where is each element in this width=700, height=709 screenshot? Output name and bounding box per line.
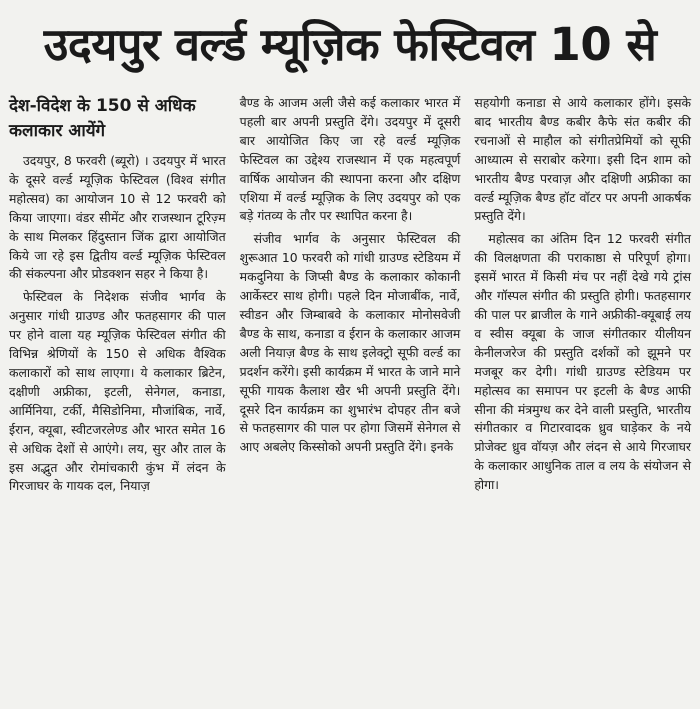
paragraph: फेस्टिवल के निदेशक संजीव भार्गव के अनुसार गांधी ग्राउण्ड और फतहसागर की पाल पर होने वाला यह म्यूज़िक फेस्टिवल संगीत की विभिन्न श्रेणियों के 150 से अधिक वैश्विक कलाकारों को साथ लाएगा। ये कलाकार ब्रिटेन, दक्षीणी अफ्रीका, इटली, सेनेगल, कनाडा, आर्मिनिया, टर्की, मैसिडोनिमा, मौजांबिक, नार्वे, ईरान, क्यूबा, स्वीटजरलेण्ड और भारत समेत 16 से अधिक देशों से आएंगे। लय, सुर और ताल के इस अद्भुत और रोमांचकारी कुंभ में लंदन के गिरजाघर के गायक दल, नियाज़ <box>9 289 226 494</box>
column-3 <box>474 94 691 496</box>
paragraph: सहयोगी कनाडा से आये कलाकार होंगे। इसके बाद भारतीय बैण्ड कबीर कैफे संत कबीर की रचनाओं से माहौल को संगीतप्रेमियों को सूफी आध्यात्म से सराबोर करेगा। इसी दिन शाम को भारतीय बैण्ड परवाज़ और दक्षिणी अफ्रीका का वर्ल्ड म्यूज़िक बैण्ड हॉट वॉटर पर अपनी आकर्षक प्रस्तुति देंगे। <box>474 95 691 224</box>
headline: उदयपुर वर्ल्ड म्यूज़िक फेस्टिवल 10 से <box>43 18 657 71</box>
paragraph: बैण्ड के आजम अली जैसे कई कलाकार भारत में पहली बार अपनी प्रस्तुति देंगे। उदयपुर में दूसरी बार आयोजित किए जा रहे वर्ल्ड म्यूज़िक फेस्टिवल का उद्देश्य राजस्थान में एक महत्वपूर्ण वार्षिक आयोजन की स्थापना करना और दक्षिण एशिया में वर्ल्ड म्यूज़िक के लिए उदयपुर को एक बड़े गंतव्य के तौर पर स्थापित करना है। <box>239 95 461 224</box>
paragraph: उदयपुर, 8 फरवरी (ब्यूरो) । उदयपुर में भारत के दूसरे वर्ल्ड म्यूज़िक फेस्टिवल (विश्व संगीत महोत्सव) का आयोजन 10 से 12 फरवरी को किया जाएगा। वंडर सीमेंट और राजस्थान टूरिज़्म के साथ मिलकर हिंदुस्तान जिंक द्वारा आयोजित किये जा रहे इस द्वितीय वर्ल्ड म्यूज़िक फेस्टिवल की संकल्पना और प्रोडक्शन सहर ने किया है। <box>9 153 226 282</box>
column-2 <box>240 94 461 496</box>
subheadline: देश-विदेश के 150 से अधिक कलाकार आयेंगे <box>9 96 196 141</box>
column-1 <box>9 94 226 496</box>
paragraph: संजीव भार्गव के अनुसार फेस्टिवल की शुरूआत 10 फरवरी को गांधी ग्राउण्ड स्टेडियम में मकदुनिया के जिप्सी बैण्ड के कलाकार कोकानी आर्केस्टर साथ होगी। पहले दिन मोजाबींक, नार्वे, स्वीडन और जिम्बाबवे के कलाकार मोनोसवेजी बैण्ड के साथ, कनाडा व ईरान के कलाकार आजम अली नियाज़ बैण्ड के साथ इलेक्ट्रो सूफी वर्ल्ड का प्रदर्शन करेंगे। इसी कार्यक्रम में भारत के जाने माने सूफी गायक कैलाश खैर भी अपनी प्रस्तुति देंगे। दूसरे दिन कार्यक्रम का शुभारंभ दोपहर तीन बजे से फतहसागर की पाल पर होगा जिसमें सेनेगल से आए अबलेए किस्सोको अपनी प्रस्तुति देंगे। इनके <box>239 231 461 455</box>
article-body <box>9 94 691 496</box>
paragraph: महोत्सव का अंतिम दिन 12 फरवरी संगीत की विलक्षणता की पराकाष्ठा से परिपूर्ण होगा। इसमें भारत में किसी मंच पर नहीं देखे गये ट्रांस और गॉस्पल संगीत की प्रस्तुति होगी। फतहसागर की पाल पर ब्राजील के गाने अफ्रीकी-क्यूबाई लय व स्वीस क्यूबा के जाज संगीतकार यीलीयन केनीलजरेज की प्रस्तुति दर्शकों को झूमने पर मजबूर कर देगी। गांधी ग्राउण्ड स्टेडियम पर महोत्सव का समापन पर इटली के बैण्ड आफी सीना की मंत्रमुग्ध कर देने वाली प्रस्तुति, भारतीय संगीतकार व गिटारवादक ध्रुव घाड़ेकर के नये प्रोजेक्ट ध्रुव वॉयज़ और लंदन से आये गिरजाघर के कलाकार आधुनिक ताल व लय के संयोजन से होगा। <box>474 231 691 493</box>
